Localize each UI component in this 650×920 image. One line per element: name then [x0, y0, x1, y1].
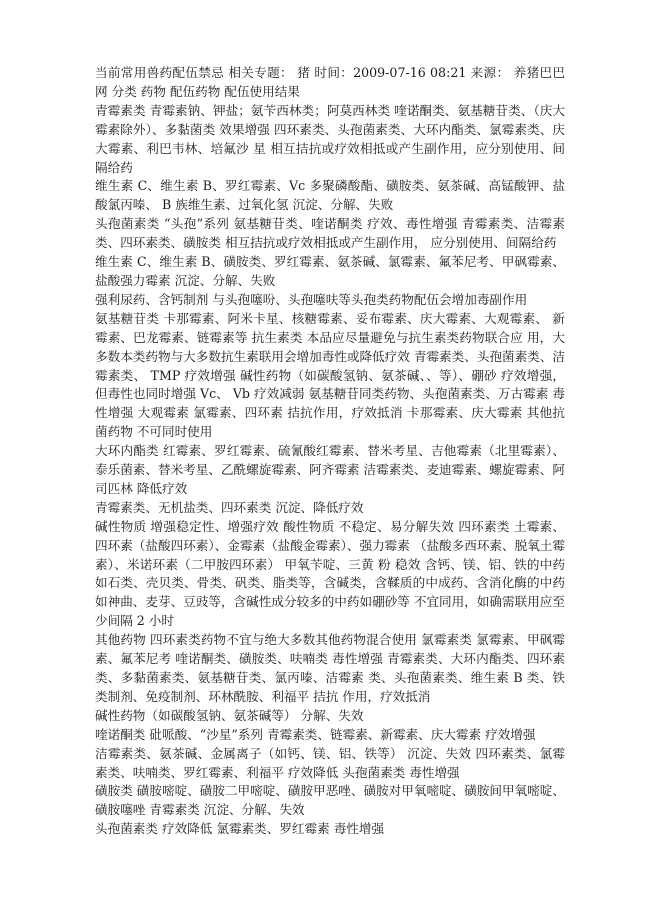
- paragraph-cephalosporin-incompatible: 维生素 C、维生素 B、磺胺类、罗红霉素、氨茶碱、氯霉素、氟苯尼考、甲砜霉素、盐酸强力霉素 沉淀、分解、失败: [95, 254, 565, 288]
- paragraph-tetracycline: 碱性物质 增强稳定性、增强疗效 酸性物质 不稳定、易分解失效 四环素类 土霉素、四环素（盐酸四环素）、金霉素（盐酸金霉素）、强力霉素 （盐酸多西环素、脱氧土霉素）、米诺环素（二甲胺四环素） 甲氧苄啶、三黄 粉 稳效 含钙、镁、铝、铁的中药如石类、壳贝类、骨类、矾类、脂类等，含碱类，含鞣质的中成药、含消化酶的中药如神曲、麦芽、豆豉等，含碱性成分较多的中药如硼砂等 不宜同用，如确需联用应至少间隔 2 小时: [95, 518, 565, 629]
- paragraph-quinolone-incompatible: 洁霉素类、氨茶碱、金属离子（如钙、镁、铝、铁等） 沉淀、失效 四环素类、氯霉素类、呋喃类、罗红霉素、利福平 疗效降低 头孢菌素类 毒性增强: [95, 745, 565, 780]
- paragraph-quinolone: 喹诺酮类 砒哌酸、“沙星”系列 青霉素类、链霉素、新霉素、庆大霉素 疗效增强: [95, 726, 536, 742]
- paragraph-chloramphenicol: 其他药物 四环素类药物不宜与绝大多数其他药物混合使用 氯霉素类 氯霉素、甲砜霉素、氟苯尼考 喹诺酮类、磺胺类、呋喃类 毒性增强 青霉素类、大环内酯类、四环素类、多黏菌素类、氨基糖苷类、氯丙嗪、洁霉素 类、头孢菌素类、维生素 B 类、铁类制剂、免疫制剂、环林酰胺、利福平 拮抗 作用，疗效抵消: [95, 632, 565, 704]
- paragraph-penicillin-incompatible: 维生素 C、维生素 B、罗红霉素、Vc 多聚磷酸酯、磺胺类、氨茶碱、高锰酸钾、盐酸氯丙嗪、 B 族维生素、过氧化氢 沉淀、分解、失败: [95, 178, 565, 213]
- paragraph-aminoglycoside: 氨基糖苷类 卡那霉素、阿米卡星、核糖霉素、妥布霉素、庆大霉素、大观霉素、 新霉素、巴龙霉素、链霉素等 抗生素类 本品应尽量避免与抗生素类药物联合应 用，大多数本类药物与大多数抗生素联用会增加毒性或降低疗效 青霉素类、头孢菌素类、洁霉素类、 TMP 疗效增强 碱性药物（如碳酸氢钠、氨茶碱、、等）、硼砂 疗效增强，但毒性也同时增强 Vc、 Vb 疗效减弱 氨基糖苷同类药物、头孢菌素类、万古霉素 毒性增强 大观霉素 氯霉素、四环素 拮抗作用，疗效抵消 卡那霉素、庆大霉素 其他抗菌药物 不可同时使用: [95, 310, 565, 440]
- paragraph-macrolide: 大环内酯类 红霉素、罗红霉素、硫氰酸红霉素、替米考星、吉他霉素（北里霉素）、泰乐菌素、替米考星、乙酰螺旋霉素、阿齐霉素 洁霉素类、麦迪霉素、螺旋霉素、阿司匹林 降低疗效: [95, 443, 565, 496]
- paragraph-macrolide-precipitate: 青霉素类、无机盐类、四环素类 沉淀、降低疗效: [95, 499, 364, 515]
- paragraph-alkaline-drugs: 碱性药物（如碳酸氢钠、氨茶碱等） 分解、失效: [95, 707, 364, 723]
- paragraph-sulfonamide-cephalosporin: 头孢菌素类 疗效降低 氯霉素类、罗红霉素 毒性增强: [95, 821, 385, 837]
- document-body: [95, 64, 565, 839]
- paragraph-diuretic: 强利尿药、含钙制剂 与头孢噻吩、头孢噻呋等头孢类药物配伍会增加毒副作用: [95, 291, 528, 307]
- paragraph-sulfonamide: 磺胺类 磺胺嘧啶、磺胺二甲嘧啶、磺胺甲恶唑、磺胺对甲氧嘧啶、磺胺间甲氧嘧啶、磺胺噻唑 青霉素类 沉淀、分解、失效: [95, 783, 565, 818]
- paragraph-penicillin: 青霉素类 青霉素钠、钾盐；氨苄西林类；阿莫西林类 喹诺酮类、氨基糖苷类、（庆大霉素除外）、多黏菌类 效果增强 四环素类、头孢菌素类、大环内酯类、氯霉素类、庆大霉素、利巴韦林、培氟沙 星 相互拮抗或疗效相抵或产生副作用，应分别使用、间隔给药: [95, 102, 565, 175]
- header-line: 当前常用兽药配伍禁忌 相关专题： 猪 时间：2009-07-16 08:21 来源： 养猪巴巴网 分类 药物 配伍药物 配伍使用结果: [95, 65, 565, 99]
- paragraph-cephalosporin: 头孢菌素类 “头孢”系列 氨基糖苷类、喹诺酮类 疗效、毒性增强 青霉素类、洁霉素类、四环素类、磺胺类 相互拮抗或疗效相抵或产生副作用， 应分别使用、间隔给药: [95, 216, 565, 251]
